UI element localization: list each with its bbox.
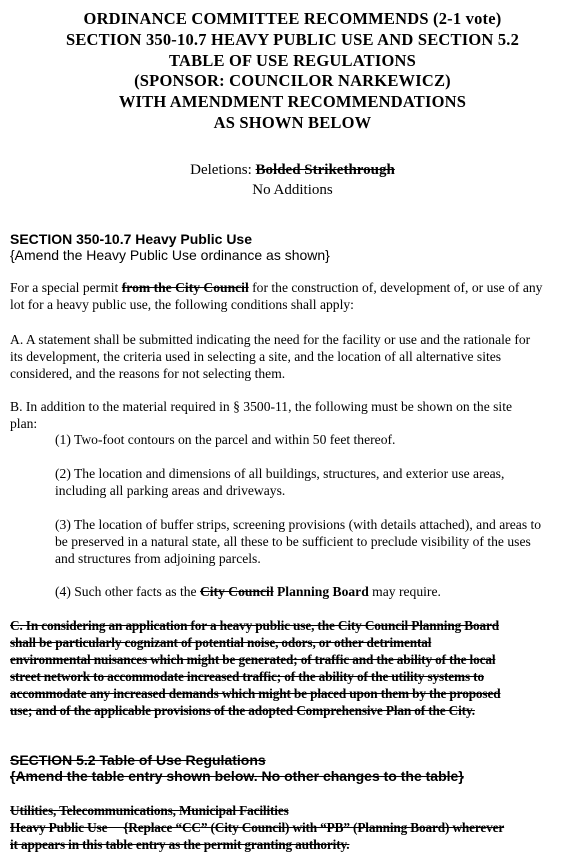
item-c-line: C. In considering an application for a heavy public use, the City Council Planning Board (10, 618, 499, 633)
sub-item-1-text: (1) Two-foot contours on the parcel and within 50 feet thereof. (55, 432, 396, 447)
sub-item-4-text: (4) Such other facts as the (55, 584, 200, 599)
item-b-line: plan: (10, 416, 38, 431)
sub-item-4 (55, 583, 580, 600)
additions-legend: No Additions (252, 182, 333, 198)
section2-subheading: {Amend the table entry shown below. No other changes to the table} (10, 768, 464, 784)
deletions-sample: Bolded Strikethrough (255, 162, 395, 178)
item-a-line: considered, and the reasons for not selecting them. (10, 366, 286, 381)
table-entry-line: Heavy Public Use {Replace “CC” (City Council) with “PB” (Planning Board) wherever (10, 820, 505, 835)
edit-legend (0, 160, 585, 200)
item-c-line: environmental nuisances which might be generated; of traffic and the ability of the local (10, 652, 496, 667)
intro-text: For a special permit (10, 280, 122, 295)
sub-item-2 (55, 465, 580, 499)
sub-item-3-line: be preserved in a natural state, all these to be sufficient to preclude visibility of the uses (55, 534, 531, 549)
sub-item-3 (55, 516, 580, 567)
table-entry (10, 802, 580, 853)
deleted-text: from the City Council (121, 280, 249, 295)
sub-item-4-text: may require. (368, 584, 441, 599)
sub-item-4-line (55, 583, 580, 600)
table-category: Utilities, Telecommunications, Municipal Facilities (10, 803, 289, 818)
title-line: AS SHOWN BELOW (213, 112, 372, 132)
intro-line-1 (10, 279, 580, 296)
table-entry-line: it appears in this table entry as the permit granting authority. (10, 837, 350, 852)
sub-item-2-line: including all parking areas and driveways. (55, 483, 286, 498)
sub-item-3-line: (3) The location of buffer strips, screening provisions (with details attached), and areas to (55, 517, 542, 532)
title-line: TABLE OF USE REGULATIONS (168, 50, 416, 70)
sub-item-3-line: and structures from adjoining parcels. (55, 551, 261, 566)
item-b-line: B. In addition to the material required in § 3500-11, the following must be shown on the site (10, 399, 512, 414)
item-b-paragraph (10, 398, 580, 432)
intro-paragraph (10, 279, 580, 313)
title-line: ORDINANCE COMMITTEE RECOMMENDS (2-1 vote) (83, 9, 502, 28)
intro-line-2: lot for a heavy public use, the following conditions shall apply: (10, 297, 354, 312)
document-title (0, 9, 585, 134)
deleted-text: City Council (199, 584, 274, 599)
deletions-legend (0, 160, 585, 180)
item-c-line: shall be particularly cognizant of potential noise, odors, or other detrimental (10, 635, 432, 650)
section2-heading: SECTION 5.2 Table of Use Regulations (10, 752, 266, 768)
item-c-line: street network to accommodate increased traffic; of the ability of the utility systems to (10, 669, 484, 684)
added-text: Planning Board (273, 584, 369, 599)
section1-subheading: {Amend the Heavy Public Use ordinance as shown} (10, 247, 330, 263)
intro-text: for the construction of, development of, or use of any (248, 280, 543, 295)
item-c-line: use; and of the applicable provisions of the adopted Comprehensive Plan of the City. (10, 703, 475, 718)
item-c-deleted-paragraph (10, 617, 580, 719)
title-line: (SPONSOR: COUNCILOR NARKEWICZ) (134, 71, 451, 91)
item-a-paragraph (10, 331, 580, 382)
title-line: WITH AMENDMENT RECOMMENDATIONS (118, 92, 467, 112)
sub-item-2-line: (2) The location and dimensions of all buildings, structures, and exterior use areas, (55, 466, 505, 481)
sub-item-1 (55, 431, 580, 448)
item-a-line: its development, the criteria used in selecting a site, and the location of all alternative sites (10, 349, 502, 364)
item-a-line: A. A statement shall be submitted indicating the need for the facility or use and the rationale for (10, 332, 531, 347)
section1-heading: SECTION 350-10.7 Heavy Public Use (10, 231, 252, 247)
deletions-label: Deletions: (190, 162, 252, 178)
item-c-line: accommodate any increased demands which might be placed upon them by the proposed (10, 686, 501, 701)
title-line: SECTION 350-10.7 HEAVY PUBLIC USE AND SECTION 5.2 (65, 29, 520, 49)
